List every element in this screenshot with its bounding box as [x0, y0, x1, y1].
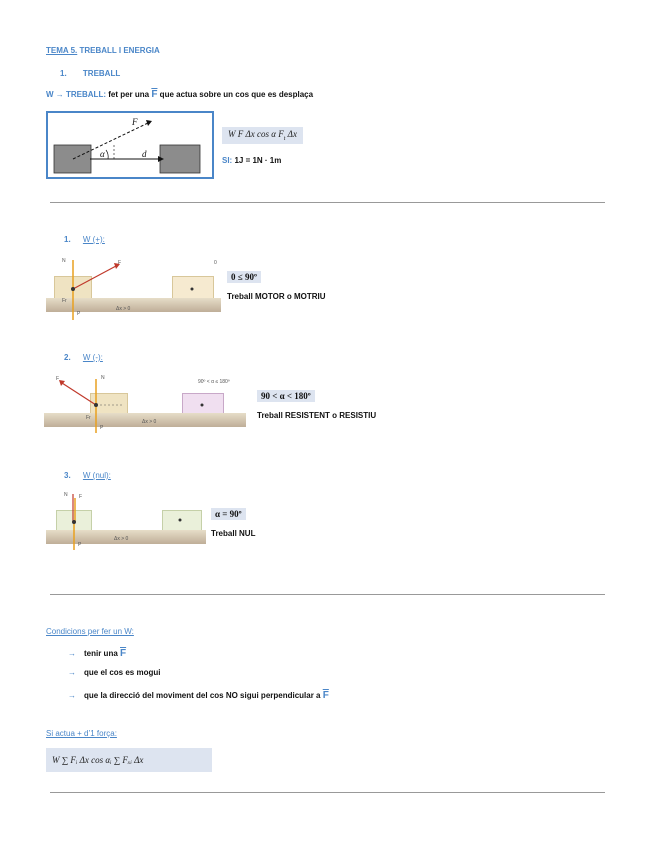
force-vector-symbol: $\overline{F}$ — [322, 690, 329, 701]
condition-text: que la direcció del moviment del cos NO sigui perpendicular a — [84, 691, 323, 700]
force-label: F — [79, 494, 83, 500]
formula-tail: Δx — [285, 129, 297, 139]
displacement-label: Δx > 0 — [142, 419, 157, 425]
angle-caption: 90º < α ≤ 180º — [198, 379, 230, 385]
normal-label: N — [64, 492, 68, 498]
tema-number: TEMA 5. — [46, 46, 78, 55]
condition-positive: 0 ≤ 90º — [227, 271, 261, 283]
negative-work-diagram — [44, 373, 246, 437]
condition-item — [68, 668, 160, 677]
section-heading — [60, 69, 120, 78]
case-heading-negative — [64, 353, 103, 362]
page-title — [46, 46, 160, 55]
work-diagram-svg — [48, 113, 212, 177]
conditions-title: Condicions per fer un W: — [46, 627, 134, 636]
definition-text: fet per una — [106, 90, 152, 99]
weight-label: P — [100, 425, 104, 431]
zero-label: 0 — [214, 260, 217, 266]
divider — [50, 202, 605, 203]
si-unit-line — [222, 156, 281, 165]
force-label: F — [118, 260, 122, 266]
displacement-label: d — [142, 149, 147, 159]
case-number: 3. — [64, 471, 71, 480]
force-label: F — [132, 117, 138, 127]
arrow-right-icon: → — [68, 668, 76, 677]
work-definition — [46, 89, 313, 100]
alpha-label: α — [100, 149, 105, 159]
case-heading-null — [64, 471, 111, 480]
friction-label: Fr — [86, 415, 91, 421]
case-title: W (-): — [82, 353, 103, 362]
formula-sub: t — [283, 135, 286, 142]
force-vector-symbol: $\overline{F}$ — [151, 89, 158, 100]
divider — [50, 594, 605, 595]
force-vector-symbol: $\overline{F}$ — [120, 648, 127, 659]
case-number: 1. — [64, 235, 71, 244]
work-formula — [222, 127, 303, 144]
tema-title: TREBALL I ENERGIA — [77, 46, 160, 55]
formula-text: W F Δx cos α F — [228, 129, 284, 139]
si-value: 1J = 1N · 1m — [232, 156, 282, 165]
section-number: 1. — [60, 69, 67, 78]
weight-label: P — [78, 542, 82, 548]
friction-label: Fr — [62, 298, 67, 304]
desc-positive: Treball MOTOR o MOTRIU — [227, 292, 326, 301]
condition-text: tenir una — [84, 649, 121, 658]
desc-null: Treball NUL — [211, 529, 256, 538]
case-title: W (+): — [82, 235, 105, 244]
work-diagram — [46, 111, 214, 179]
normal-label: N — [101, 375, 105, 381]
divider — [50, 792, 605, 793]
multi-force-title: Si actua + d’1 força: — [46, 729, 117, 738]
null-work-diagram — [46, 490, 206, 552]
definition-text-end: que actua sobre un cos que es desplaça — [157, 90, 314, 99]
condition-negative: 90 < α < 180º — [257, 390, 315, 402]
arrow-right-icon: → — [68, 649, 76, 658]
weight-label: P — [77, 311, 81, 317]
section-title: TREBALL — [82, 69, 121, 78]
positive-work-diagram — [46, 258, 221, 324]
condition-item — [68, 648, 126, 659]
case-heading-positive — [64, 235, 105, 244]
case-title: W (nul): — [82, 471, 111, 480]
displacement-label: Δx > 0 — [114, 536, 129, 542]
definition-lead: W → TREBALL: — [46, 90, 106, 99]
positive-vectors — [46, 258, 221, 324]
desc-negative: Treball RESISTENT o RESISTIU — [257, 411, 377, 420]
condition-item — [68, 690, 329, 701]
null-vectors — [46, 490, 206, 552]
case-number: 2. — [64, 353, 71, 362]
condition-text: que el cos es mogui — [84, 668, 161, 677]
normal-label: N — [62, 258, 66, 264]
displacement-label: Δx > 0 — [116, 306, 131, 312]
si-label: SI: — [222, 156, 233, 165]
condition-null: α = 90º — [211, 508, 246, 520]
arrow-right-icon: → — [68, 691, 76, 700]
multi-force-formula: W ∑ Fᵢ Δx cos αᵢ ∑ Fₓᵢ Δx — [46, 748, 212, 772]
force-label: F — [56, 376, 60, 382]
